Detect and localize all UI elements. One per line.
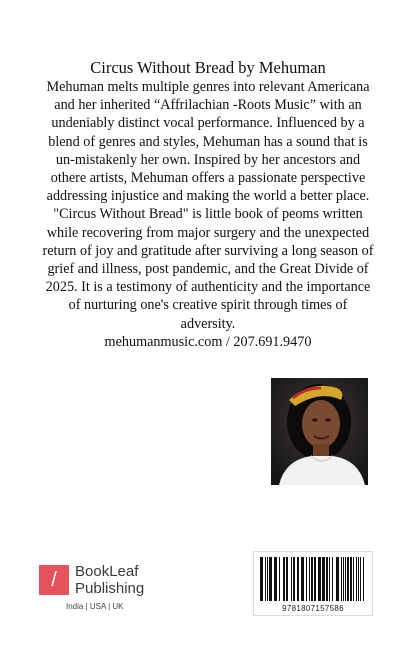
barcode-bar <box>301 557 304 601</box>
barcode-bar <box>322 557 325 601</box>
barcode-bar <box>329 557 330 601</box>
barcode-bar <box>314 557 316 601</box>
barcode-bar <box>345 557 346 601</box>
barcode-bar <box>343 557 344 601</box>
blurb-contact: mehumanmusic.com / 207.691.9470 <box>104 333 312 350</box>
barcode-bar <box>267 557 268 601</box>
book-blurb <box>40 78 376 351</box>
barcode-bar <box>306 557 307 601</box>
barcode-bar <box>283 557 285 601</box>
barcode-bar <box>293 557 295 601</box>
barcode-bar <box>326 557 328 601</box>
author-photo <box>271 378 368 485</box>
barcode-bar <box>353 557 354 601</box>
book-title: Circus Without Bread by Mehuman <box>90 58 326 77</box>
barcode-bar <box>336 557 339 601</box>
barcode-bar <box>309 557 310 601</box>
author-portrait-image <box>271 378 368 485</box>
barcode-bar <box>350 557 352 601</box>
barcode-bar <box>347 557 349 601</box>
bookleaf-slash-icon: / <box>39 565 69 595</box>
publisher-name-line2: Publishing <box>75 580 145 597</box>
barcode-bar <box>341 557 342 601</box>
publisher-logo <box>39 563 199 613</box>
barcode-bar <box>297 557 299 601</box>
barcode-bar <box>269 557 272 601</box>
barcode-bar <box>265 557 266 601</box>
barcode-bar <box>318 557 321 601</box>
barcode-bar <box>311 557 313 601</box>
blurb-paragraph-artist: Mehuman melts multiple genres into relevant Americana and her inherited “Affrilachian -Roots Music” with an undeniably distinct vocal performance. Influenced by a blend of genres and styles, Mehuman has a sound that is un-mistakenly her own. Inspired by her ancestors and othere artists, Mehuman offers a passionate perspective addressing injustice and making the world a better place. <box>46 79 370 205</box>
isbn-barcode <box>253 551 373 616</box>
publisher-name-line1: BookLeaf <box>75 563 139 580</box>
barcode-bars-icon <box>260 557 368 601</box>
barcode-bar <box>260 557 263 601</box>
isbn-number: 9781807157586 <box>282 604 344 613</box>
barcode-bar <box>274 557 277 601</box>
barcode-bar <box>332 557 333 601</box>
barcode-bar <box>279 557 280 601</box>
barcode-bar <box>286 557 288 601</box>
barcode-bar <box>363 557 364 601</box>
barcode-bar <box>356 557 357 601</box>
barcode-bar <box>291 557 292 601</box>
publisher-countries: India | USA | UK <box>66 602 124 611</box>
barcode-bar <box>358 557 359 601</box>
barcode-bar <box>360 557 361 601</box>
blurb-paragraph-book: "Circus Without Bread" is little book of peoms written while recovering from major surgery and the unexpected return of joy and gratitude after surviving a long season of grief and illness, post pandemic, and the Great Divide of 2025. It is a testimony of authenticity and the importance of nurturing one's creative spirit through times of adversity. <box>42 206 374 332</box>
